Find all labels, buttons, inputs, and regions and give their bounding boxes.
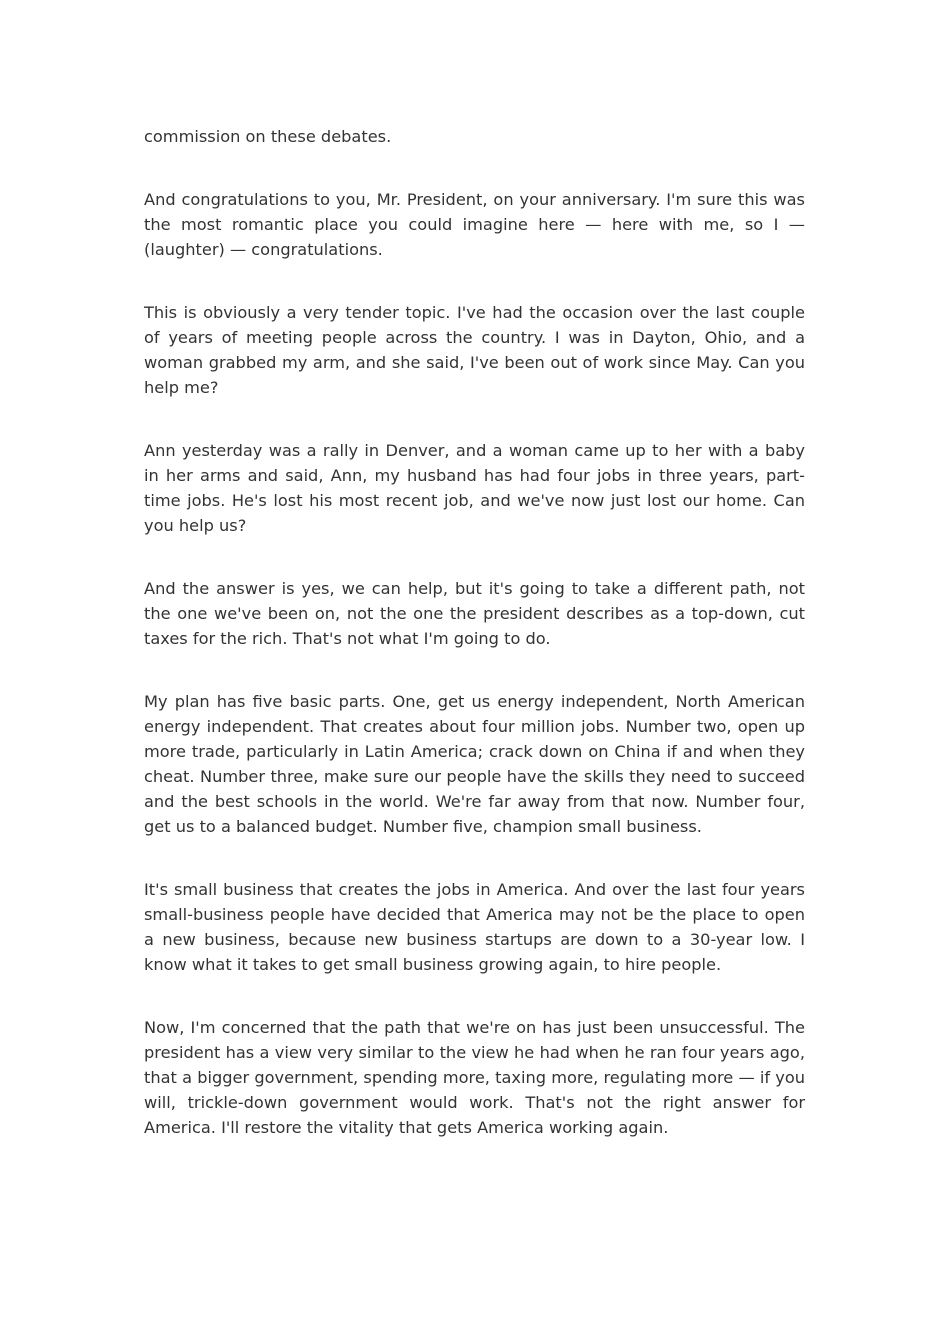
paragraph-3: This is obviously a very tender topic. I've had the occasion over the last couple of years of meeting people across the country. I was in Dayton, Ohio, and a woman grabbed my arm, and she said, I've been out of work since May. Can you help me? <box>144 303 805 397</box>
paragraph-6: My plan has five basic parts. One, get us energy independent, North American energy independent. That creates about four million jobs. Number two, open up more trade, particularly in Latin America; crack down on China if and when they cheat. Number three, make sure our people have the skills they need to succeed and the best schools in the world. We're far away from that now. Number four, get us to a balanced budget. Number five, champion small business. <box>144 692 805 836</box>
paragraph-7: It's small business that creates the jobs in America. And over the last four years small-business people have decided that America may not be the place to open a new business, because new business startups are down to a 30-year low. I know what it takes to get small business growing again, to hire people. <box>144 880 805 974</box>
paragraph-4: Ann yesterday was a rally in Denver, and a woman came up to her with a baby in her arms and said, Ann, my husband has had four jobs in three years, part-time jobs. He's lost his most recent job, and we've now just lost our home. Can you help us? <box>144 441 805 535</box>
paragraph-8: Now, I'm concerned that the path that we're on has just been unsuccessful. The president has a view very similar to the view he had when he ran four years ago, that a bigger government, spending more, taxing more, regulating more — if you will, trickle-down government would work. That's not the right answer for America. I'll restore the vitality that gets America working again. <box>144 1018 805 1137</box>
document-page <box>144 124 805 1178</box>
paragraph-1: commission on these debates. <box>144 127 392 146</box>
paragraph-2: And congratulations to you, Mr. President, on your anniversary. I'm sure this was the most romantic place you could imagine here — here with me, so I — (laughter) — congratulations. <box>144 190 805 259</box>
paragraph-5: And the answer is yes, we can help, but it's going to take a different path, not the one we've been on, not the one the president describes as a top-down, cut taxes for the rich. That's not what I'm going to do. <box>144 579 805 648</box>
